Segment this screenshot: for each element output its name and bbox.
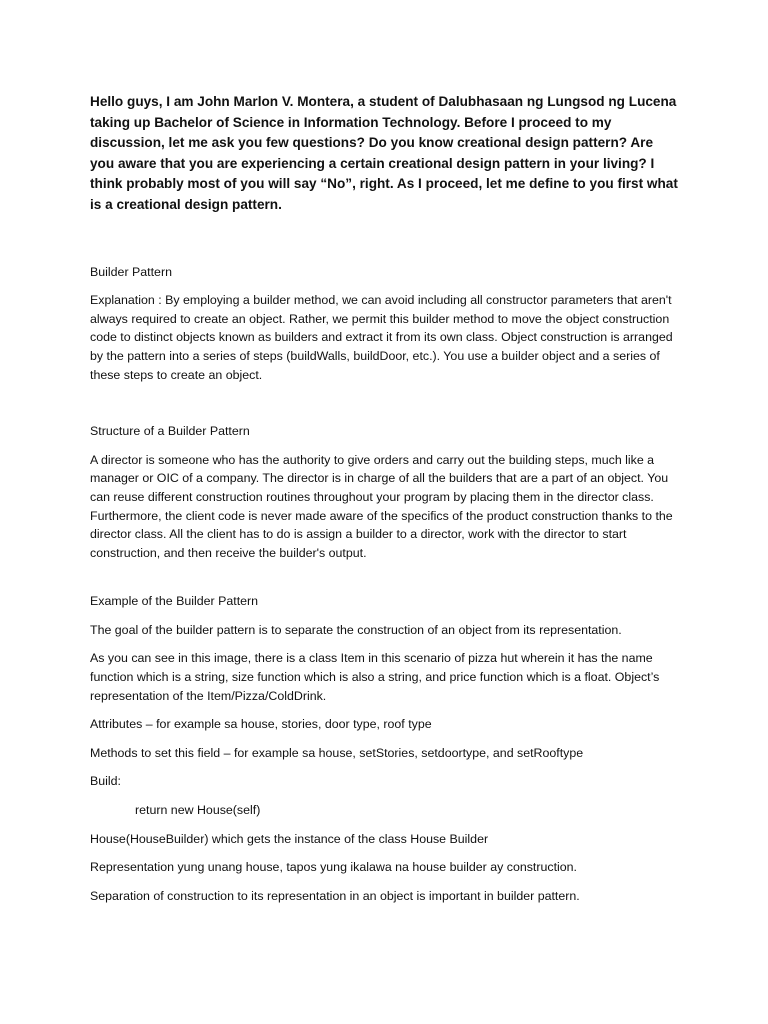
goal-paragraph: The goal of the builder pattern is to separate the construction of an object from its representation. [90, 622, 622, 637]
image-description-paragraph: As you can see in this image, there is a class Item in this scenario of pizza hut wherein it has the name function which is a string, size function which is also a string, and price function which is a float. Object’s representation of the Item/Pizza/ColdDrink. [90, 651, 660, 703]
document-page [90, 92, 680, 905]
house-builder-paragraph: House(HouseBuilder) which gets the instance of the class House Builder [90, 831, 489, 846]
director-paragraph: A director is someone who has the authority to give orders and carry out the building steps, much like a manager or OIC of a company. The director is in charge of all the builders that are a part of an object. You can reuse different construction routines throughout your program by placing them in the director class. [90, 452, 669, 504]
build-label: Build: [90, 774, 121, 789]
client-code-paragraph: Furthermore, the client code is never made aware of the specifics of the product construction thanks to the director class. All the client has to do is assign a builder to a director, work with the director to start construction, and then receive the builder's output. [90, 508, 673, 560]
structure-heading: Structure of a Builder Pattern [90, 424, 250, 439]
intro-paragraph: Hello guys, I am John Marlon V. Montera, a student of Dalubhasaan ng Lungsod ng Lucena taking up Bachelor of Science in Information Technology. Before I proceed to my discussion, let me ask you few questions? Do you know creational design pattern? Are you aware that you are experiencing a certain creational design pattern in your living? I think probably most of you will say “No”, right. As I proceed, let me define to you first what is a creational design pattern. [90, 94, 678, 212]
example-heading: Example of the Builder Pattern [90, 594, 259, 609]
representation-paragraph: Representation yung unang house, tapos yung ikalawa na house builder ay construction. [90, 860, 578, 875]
separation-paragraph: Separation of construction to its representation in an object is important in builder pattern. [90, 888, 580, 903]
methods-paragraph: Methods to set this field – for example sa house, setStories, setdoortype, and setRooftype [90, 745, 584, 760]
explanation-paragraph: Explanation : By employing a builder method, we can avoid including all constructor parameters that aren't always required to create an object. Rather, we permit this builder method to move the object construction code to distinct objects known as builders and extract it from its own class. Object construction is arranged by the pattern into a series of steps (buildWalls, buildDoor, etc.). You use a builder object and a series of these steps to create an object. [90, 293, 673, 382]
attributes-paragraph: Attributes – for example sa house, stories, door type, roof type [90, 717, 432, 732]
return-statement: return new House(self) [135, 803, 261, 818]
builder-pattern-heading: Builder Pattern [90, 264, 172, 279]
